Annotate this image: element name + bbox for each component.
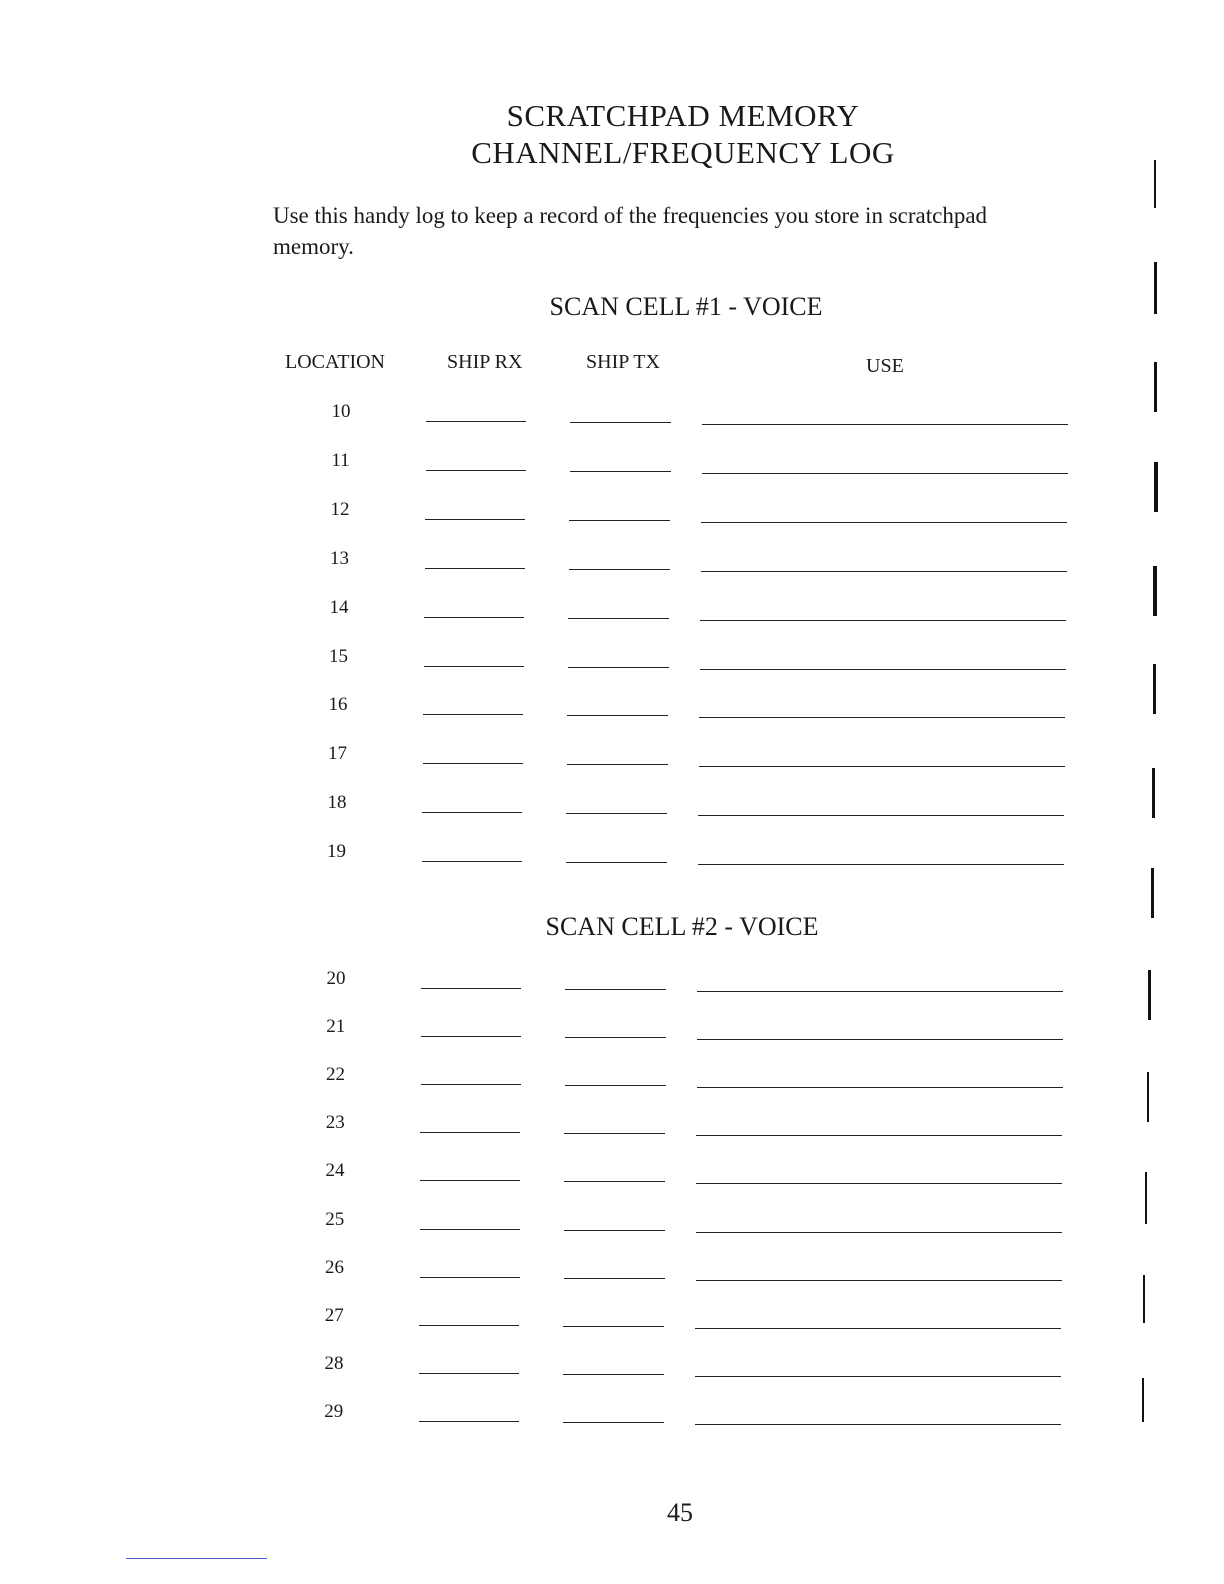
scan-edge-mark bbox=[1151, 868, 1154, 918]
ship-tx-blank bbox=[569, 569, 670, 570]
ship-tx-blank bbox=[566, 862, 667, 863]
use-blank bbox=[695, 1328, 1061, 1329]
scan-edge-mark bbox=[1153, 566, 1157, 616]
ship-tx-blank bbox=[567, 715, 668, 716]
ship-tx-blank bbox=[567, 764, 668, 765]
column-header-location: LOCATION bbox=[285, 351, 385, 373]
location-number: 24 bbox=[325, 1160, 345, 1182]
use-blank bbox=[700, 669, 1066, 670]
ship-tx-blank bbox=[570, 422, 671, 423]
scan-edge-mark bbox=[1154, 160, 1156, 208]
scan-edge-mark bbox=[1143, 1275, 1145, 1323]
ship-rx-blank bbox=[425, 519, 525, 520]
location-number: 22 bbox=[326, 1064, 345, 1086]
ship-rx-blank bbox=[419, 1325, 519, 1326]
column-header-ship-rx: SHIP RX bbox=[447, 351, 523, 373]
ship-tx-blank bbox=[564, 1278, 665, 1279]
ship-rx-blank bbox=[419, 1421, 519, 1422]
ship-tx-blank bbox=[566, 813, 667, 814]
scan-edge-mark bbox=[1154, 462, 1158, 512]
ship-rx-blank bbox=[426, 421, 526, 422]
use-blank bbox=[697, 1039, 1063, 1040]
ship-tx-blank bbox=[564, 1133, 665, 1134]
ship-rx-blank bbox=[425, 568, 525, 569]
scan-edge-mark bbox=[1154, 362, 1157, 412]
ship-rx-blank bbox=[422, 861, 522, 862]
use-blank bbox=[701, 571, 1067, 572]
location-number: 15 bbox=[329, 645, 348, 667]
ship-rx-blank bbox=[420, 1229, 520, 1230]
ship-rx-blank bbox=[419, 1373, 519, 1374]
use-blank bbox=[695, 1424, 1061, 1425]
scan-edge-mark bbox=[1154, 262, 1157, 314]
location-number: 16 bbox=[328, 694, 348, 716]
use-blank bbox=[696, 1135, 1062, 1136]
ship-tx-blank bbox=[563, 1326, 664, 1327]
ship-tx-blank bbox=[568, 667, 669, 668]
use-blank bbox=[702, 473, 1068, 474]
location-number: 21 bbox=[326, 1016, 346, 1038]
ship-rx-blank bbox=[420, 1132, 520, 1133]
use-blank bbox=[696, 1280, 1062, 1281]
scan-edge-mark bbox=[1152, 768, 1155, 818]
intro-paragraph: Use this handy log to keep a record of the frequencies you store in scratchpad memory. bbox=[273, 203, 988, 259]
ship-rx-blank bbox=[421, 1036, 521, 1037]
location-number: 19 bbox=[327, 841, 346, 863]
use-blank bbox=[697, 1087, 1063, 1088]
ship-rx-blank bbox=[420, 1180, 520, 1181]
ship-rx-blank bbox=[422, 812, 522, 813]
use-blank bbox=[696, 1183, 1062, 1184]
ship-rx-blank bbox=[423, 714, 523, 715]
use-blank bbox=[696, 1232, 1062, 1233]
ship-rx-blank bbox=[423, 763, 523, 764]
ship-rx-blank bbox=[420, 1277, 520, 1278]
scan-edge-mark bbox=[1153, 664, 1156, 714]
ship-tx-blank bbox=[565, 1037, 666, 1038]
use-blank bbox=[699, 717, 1065, 718]
use-blank bbox=[698, 864, 1064, 865]
scan-edge-mark bbox=[1145, 1172, 1147, 1224]
ship-rx-blank bbox=[424, 666, 524, 667]
location-number: 27 bbox=[324, 1304, 344, 1326]
page-title-line-1: SCRATCHPAD MEMORY bbox=[506, 98, 860, 133]
ship-rx-blank bbox=[426, 470, 526, 471]
ship-tx-blank bbox=[568, 618, 669, 619]
use-blank bbox=[701, 522, 1067, 523]
use-blank bbox=[695, 1376, 1061, 1377]
location-number: 18 bbox=[327, 792, 347, 814]
location-number: 14 bbox=[329, 596, 349, 618]
column-header-use: USE bbox=[866, 355, 904, 377]
ship-rx-blank bbox=[421, 1084, 521, 1085]
ship-tx-blank bbox=[564, 1230, 665, 1231]
ship-tx-blank bbox=[563, 1422, 664, 1423]
ship-tx-blank bbox=[565, 989, 666, 990]
scan-edge-mark bbox=[1147, 1072, 1149, 1122]
page-title-line-2: CHANNEL/FREQUENCY LOG bbox=[471, 135, 895, 170]
location-number: 10 bbox=[331, 401, 351, 422]
section-heading-scan-cell-1: SCAN CELL #1 - VOICE bbox=[549, 292, 823, 321]
location-number: 28 bbox=[324, 1352, 344, 1374]
location-number: 25 bbox=[325, 1208, 345, 1230]
location-number: 12 bbox=[330, 498, 350, 520]
location-number: 29 bbox=[324, 1400, 344, 1422]
use-blank bbox=[702, 424, 1068, 425]
location-number: 26 bbox=[325, 1256, 344, 1278]
footer-rule bbox=[126, 1558, 267, 1559]
ship-rx-blank bbox=[421, 988, 521, 989]
ship-tx-blank bbox=[570, 471, 671, 472]
use-blank bbox=[700, 620, 1066, 621]
use-blank bbox=[698, 815, 1064, 816]
ship-tx-blank bbox=[565, 1085, 666, 1086]
section-heading-scan-cell-2: SCAN CELL #2 - VOICE bbox=[545, 912, 819, 941]
scan-edge-mark bbox=[1142, 1378, 1144, 1422]
ship-rx-blank bbox=[424, 617, 524, 618]
column-header-ship-tx: SHIP TX bbox=[586, 351, 660, 373]
use-blank bbox=[699, 766, 1065, 767]
location-number: 17 bbox=[328, 743, 347, 765]
location-number: 11 bbox=[331, 449, 350, 471]
ship-tx-blank bbox=[569, 520, 670, 521]
location-number: 20 bbox=[326, 968, 346, 989]
location-number: 13 bbox=[330, 547, 349, 569]
use-blank bbox=[697, 991, 1063, 992]
page-number: 45 bbox=[667, 1498, 693, 1527]
ship-tx-blank bbox=[563, 1374, 664, 1375]
ship-tx-blank bbox=[564, 1181, 665, 1182]
location-number: 23 bbox=[325, 1112, 345, 1134]
scan-edge-mark bbox=[1148, 970, 1151, 1020]
